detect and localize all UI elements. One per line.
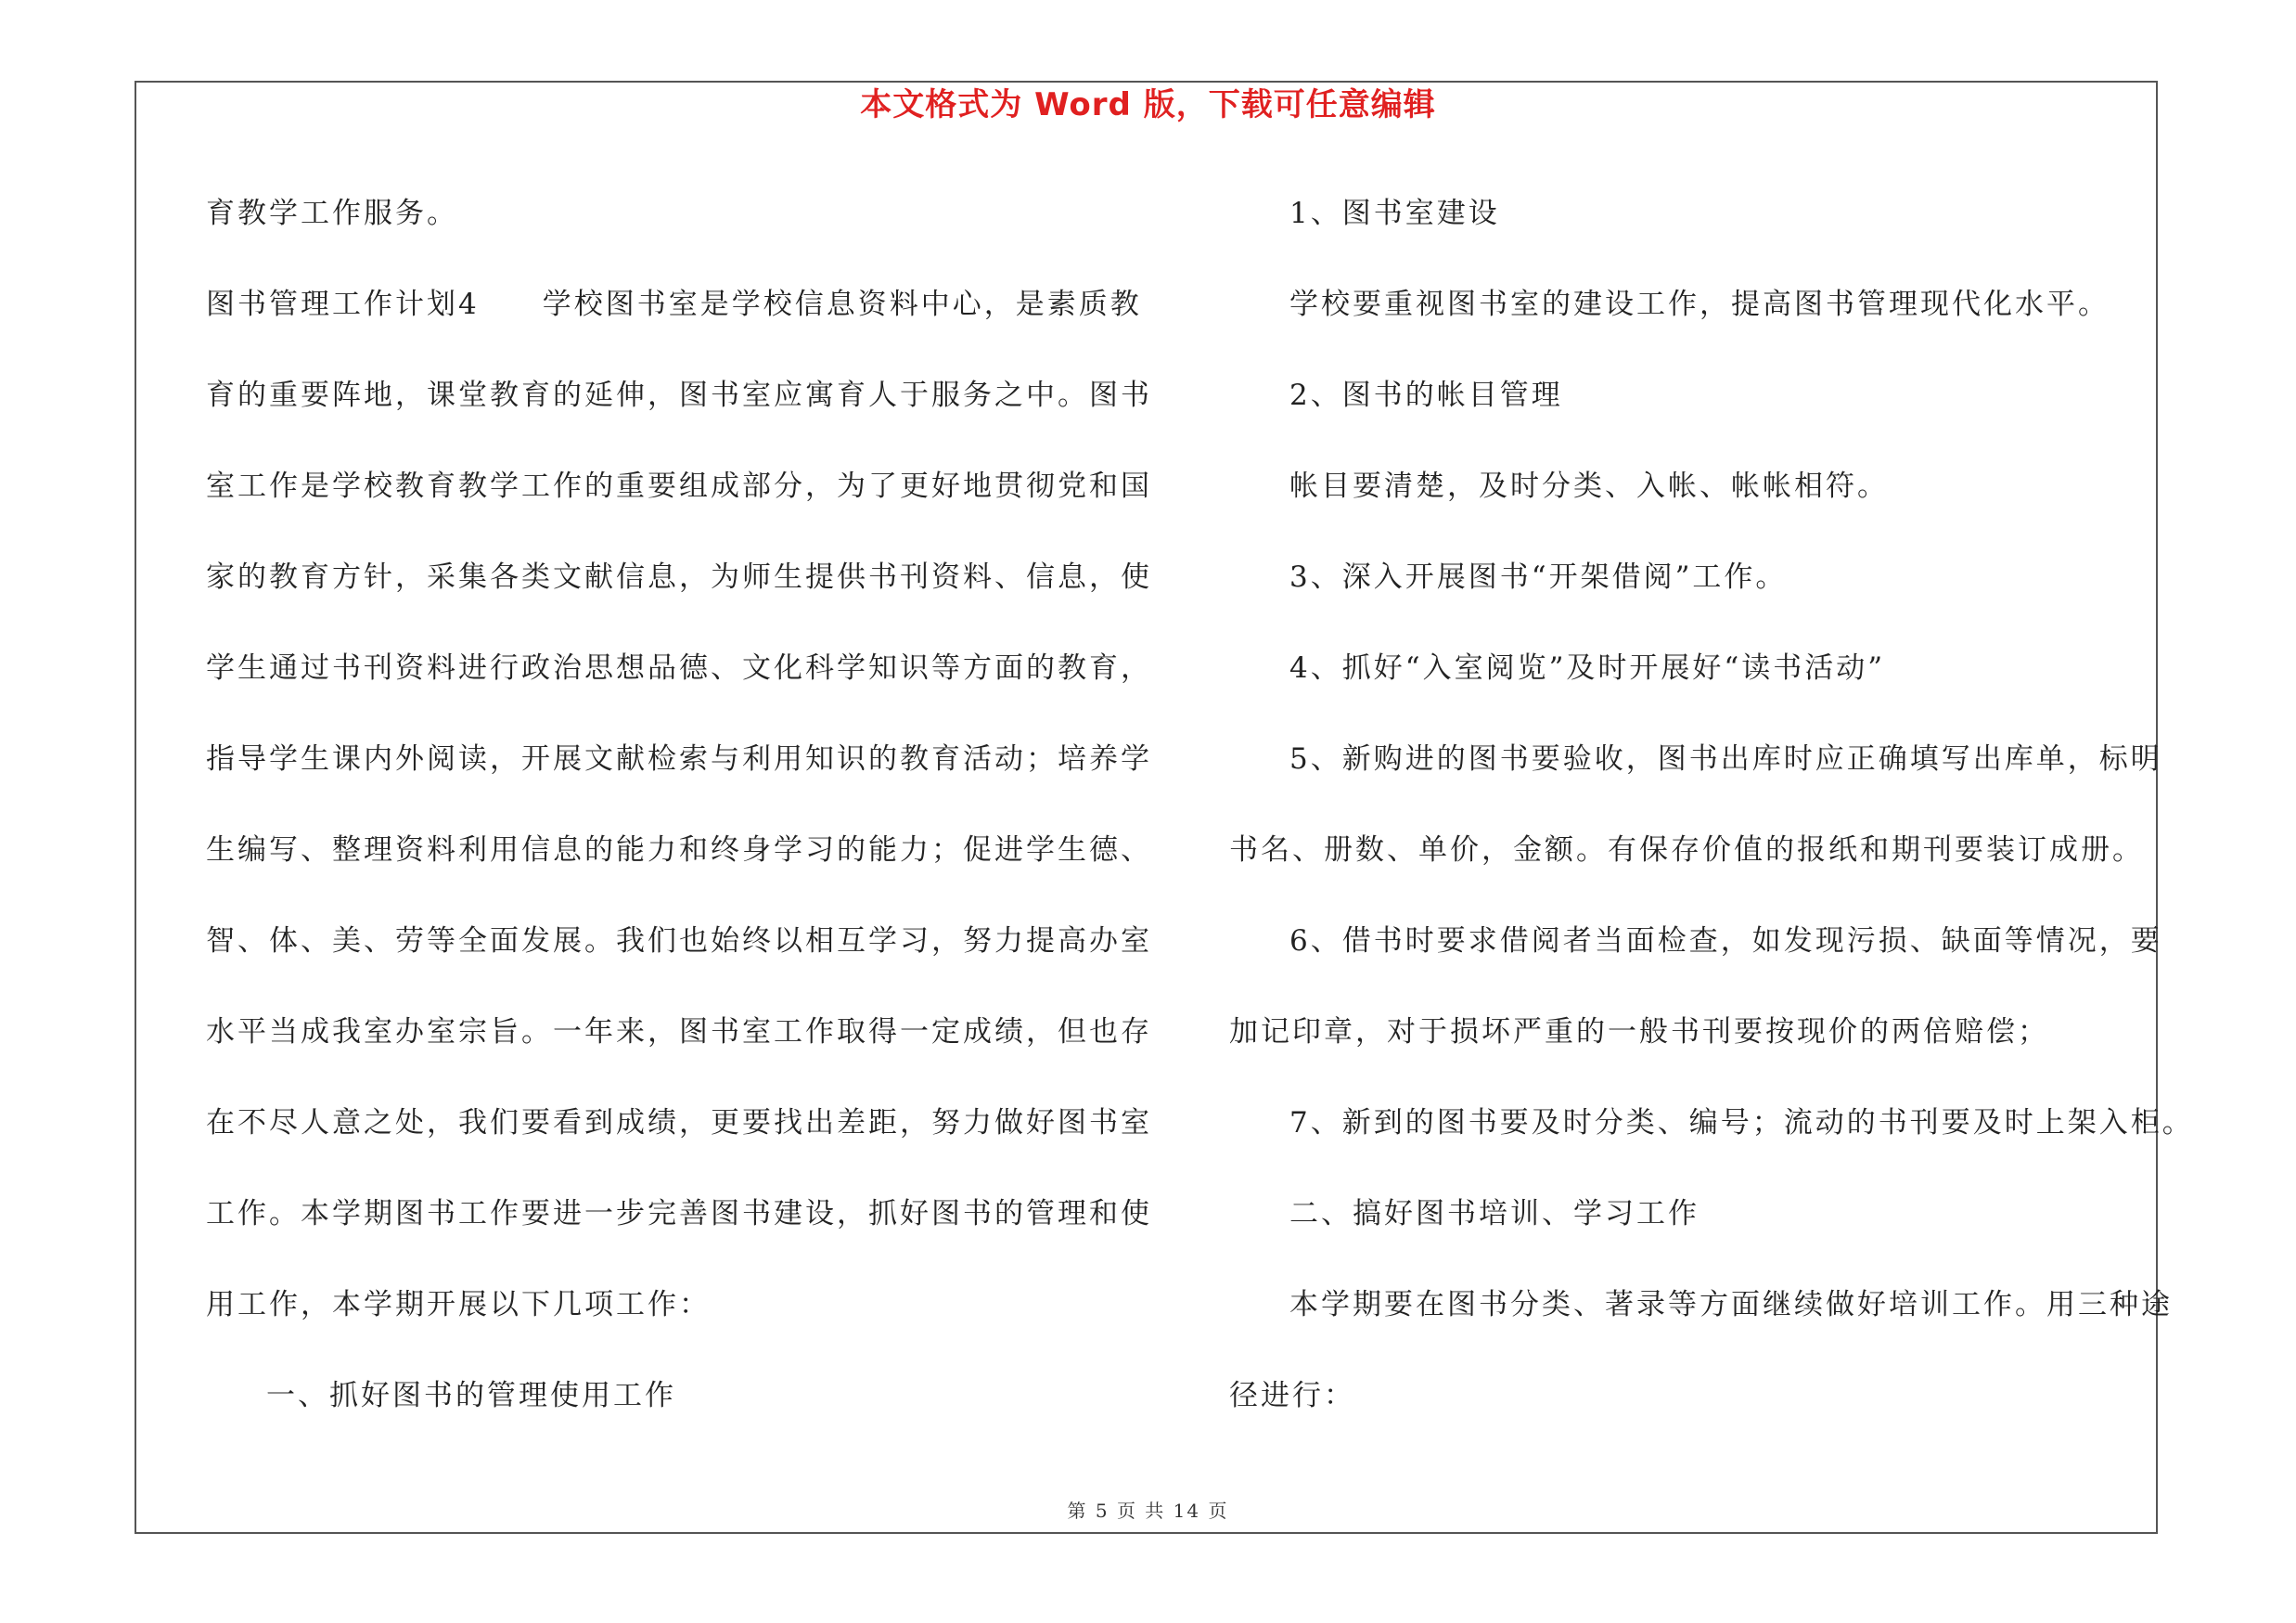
page-number: 第 5 页 共 14 页: [1067, 1500, 1229, 1522]
item-heading: 2、图书的帐目管理: [1289, 379, 1563, 412]
paragraph-line: 育教学工作服务。: [206, 197, 458, 230]
paragraph-line: 加记印章，对于损坏严重的一般书刊要按现价的两倍赔偿；: [1229, 1015, 2049, 1049]
item-heading: 3、深入开展图书“开架借阅”工作。: [1289, 560, 1788, 594]
right-column: [1229, 186, 2194, 1459]
paragraph-line: 在不尽人意之处，我们要看到成绩，更要找出差距，努力做好图书室: [206, 1106, 1152, 1140]
item-heading: 1、图书室建设: [1289, 197, 1500, 230]
paragraph-line: 用工作，本学期开展以下几项工作：: [206, 1288, 711, 1321]
paragraph-line: 帐目要清楚，及时分类、入帐、帐帐相符。: [1289, 470, 1889, 503]
paragraph-line: 指导学生课内外阅读，开展文献检索与利用知识的教育活动；培养学: [206, 742, 1152, 776]
section-heading: 二、搞好图书培训、学习工作: [1289, 1197, 1700, 1230]
paragraph-line: 室工作是学校教育教学工作的重要组成部分，为了更好地贯彻党和国: [206, 470, 1152, 503]
paragraph-line: 家的教育方针，采集各类文献信息，为师生提供书刊资料、信息，使: [206, 560, 1152, 594]
paragraph-line: 7、新到的图书要及时分类、编号；流动的书刊要及时上架入柜。: [1289, 1106, 2194, 1140]
paragraph-line: 智、体、美、劳等全面发展。我们也始终以相互学习，努力提高办室: [206, 924, 1152, 958]
paragraph-line: 图书管理工作计划4 学校图书室是学校信息资料中心，是素质教: [206, 288, 1142, 321]
format-banner: 本文格式为 Word 版，下载可任意编辑: [860, 86, 1436, 123]
section-heading: 一、抓好图书的管理使用工作: [266, 1379, 676, 1412]
paragraph-line: 生编写、整理资料利用信息的能力和终身学习的能力；促进学生德、: [206, 833, 1152, 867]
paragraph-line: 5、新购进的图书要验收，图书出库时应正确填写出库单，标明: [1289, 742, 2162, 776]
left-column: [206, 186, 1152, 1459]
paragraph-line: 工作。本学期图书工作要进一步完善图书建设，抓好图书的管理和使: [206, 1197, 1152, 1230]
item-heading: 4、抓好“入室阅览”及时开展好“读书活动”: [1289, 651, 1886, 685]
paragraph-line: 学校要重视图书室的建设工作，提高图书管理现代化水平。: [1289, 288, 2110, 321]
paragraph-line: 6、借书时要求借阅者当面检查，如发现污损、缺面等情况，要: [1289, 924, 2162, 958]
paragraph-line: 径进行：: [1229, 1379, 1355, 1412]
paragraph-line: 本学期要在图书分类、著录等方面继续做好培训工作。用三种途: [1289, 1288, 2173, 1321]
paragraph-line: 水平当成我室办室宗旨。一年来，图书室工作取得一定成绩，但也存: [206, 1015, 1152, 1049]
paragraph-line: 学生通过书刊资料进行政治思想品德、文化科学知识等方面的教育，: [206, 651, 1152, 685]
paragraph-line: 育的重要阵地，课堂教育的延伸，图书室应寓育人于服务之中。图书: [206, 379, 1152, 412]
paragraph-line: 书名、册数、单价，金额。有保存价值的报纸和期刊要装订成册。: [1229, 833, 2144, 867]
